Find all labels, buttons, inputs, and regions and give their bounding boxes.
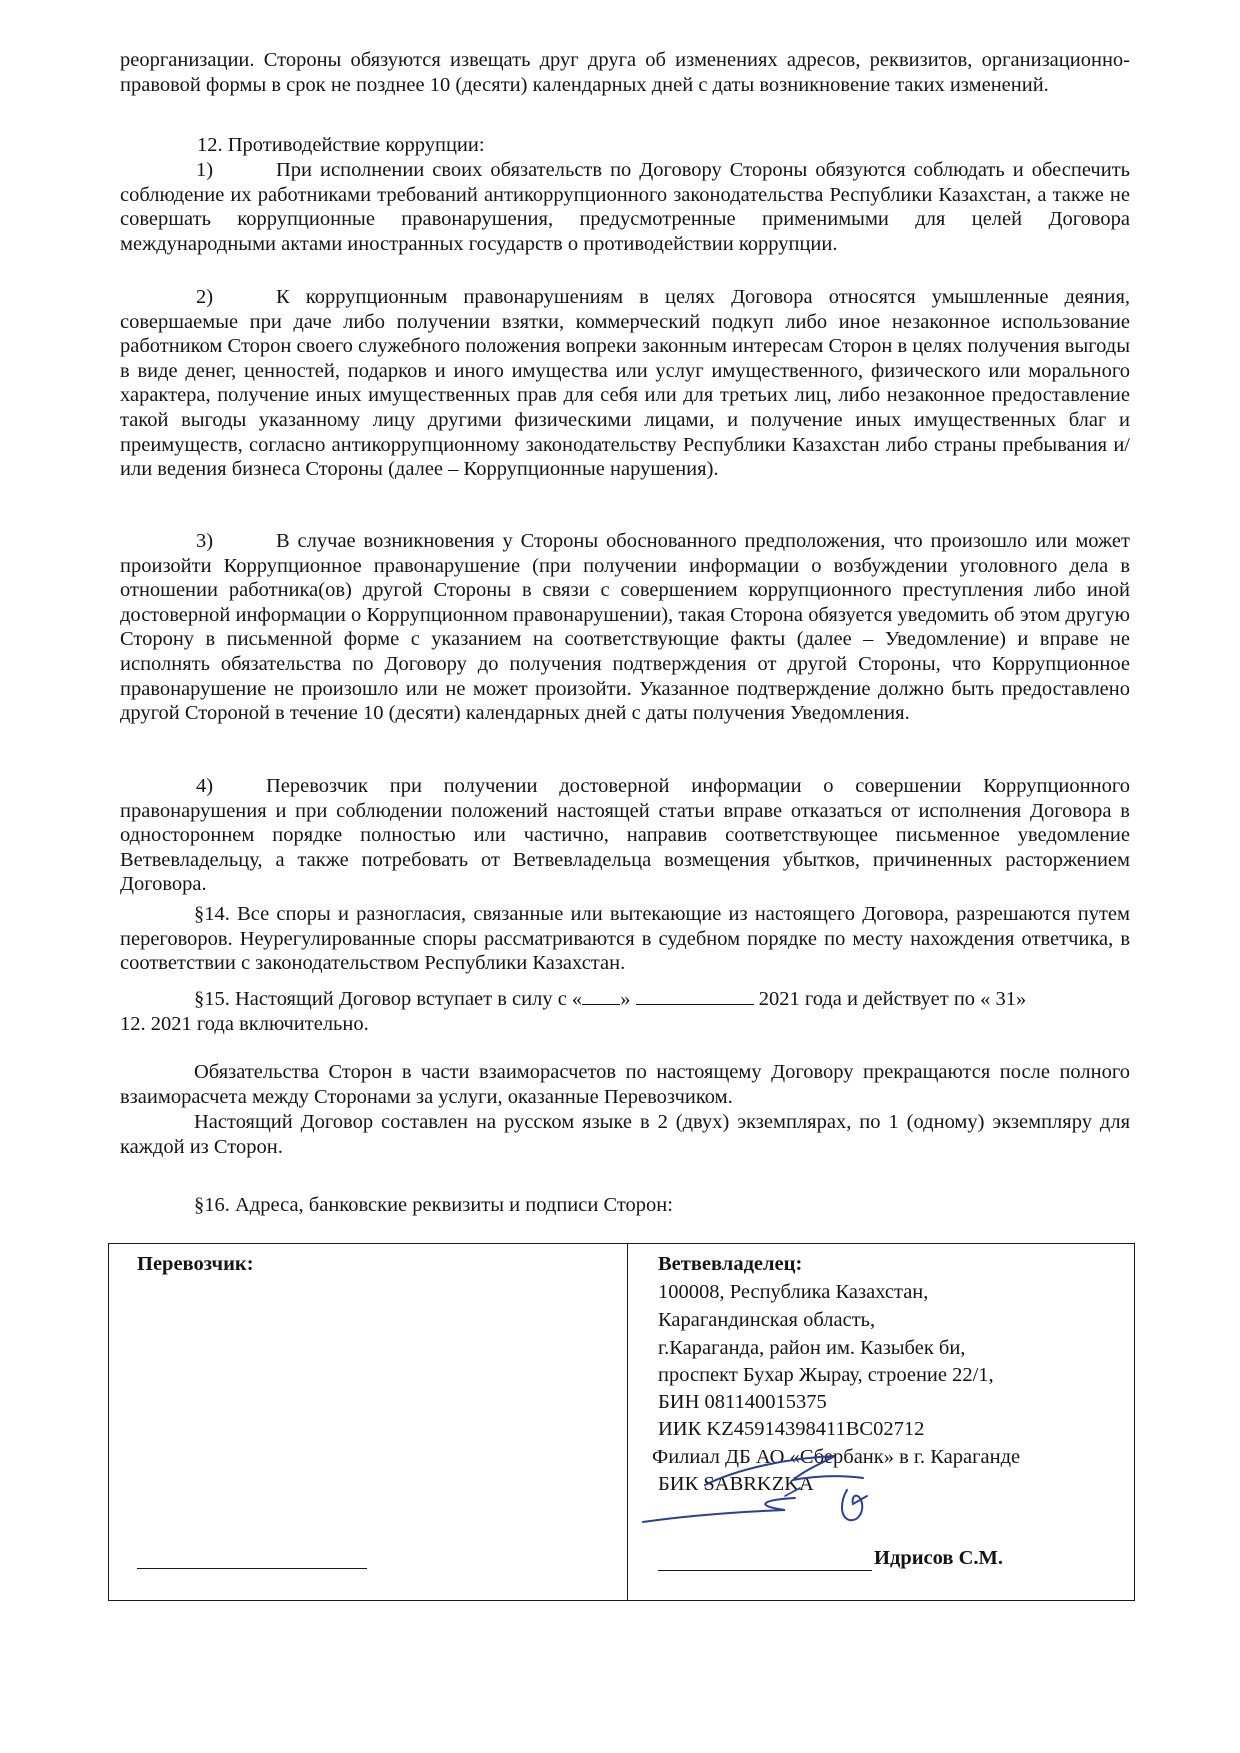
handwritten-signature	[635, 1430, 895, 1540]
clause-3	[120, 529, 1130, 726]
branch-owner-title: Ветвевладелец:	[658, 1253, 803, 1275]
section-15-start: §15. Настоящий Договор вступает в силу с «	[194, 988, 583, 1010]
requisite-line: 100008, Республика Казахстан,	[658, 1281, 929, 1303]
requisite-line: БИН 081140015375	[658, 1391, 827, 1413]
clause-4-text: Перевозчик при получении достоверной информации о совершении Коррупционного правонарушения и при соблюдении положений настоящей статьи вправе отказаться от исполнения Договора в одностороннем порядке полностью или частично, направив соответствующее письменное уведомление Ветвевладельцу, а также потребовать от Ветвевладельца возмещения убытков, причиненных расторжением Договора.	[120, 775, 1130, 896]
paragraph-continuation: реорганизации. Стороны обязуются извещать друг друга об изменениях адресов, реквизитов, организационно-правовой формы в срок не позднее 10 (десяти) календарных дней с даты возникновение таких изменений.	[120, 49, 1130, 96]
clause-3-text: В случае возникновения у Стороны обоснованного предположения, что произошло или может произойти Коррупционное правонарушение (при получении информации о возбуждении уголовного дела в отношении работника(ов) другой Стороны в связи с совершением коррупционного преступления либо иной достоверной информации о Коррупционном правонарушении), такая Сторона обязуется уведомить об этом другую Сторону в письменной форме с указанием на соответствующие факты (далее – Уведомление) и вправе не исполнять обязательства по Договору до получения подтверждения от другой Стороны, что Коррупционное правонарушение не произошло или не может произойти. Указанное подтверждение должно быть предоставлено другой Стороной в течение 10 (десяти) календарных дней с даты получения Уведомления.	[120, 530, 1130, 725]
requisite-line: проспект Бухар Жырау, строение 22/1,	[658, 1364, 994, 1386]
section-15-quote: »	[620, 988, 631, 1010]
carrier-signature-line	[137, 1568, 367, 1569]
clause-3-number: 3)	[196, 530, 214, 552]
section-15-end: 2021 года и действует по « 31»	[758, 988, 1027, 1010]
clause-4	[120, 774, 1130, 897]
requisite-line: Филиал ДБ АО «Сбербанк» в г. Караганде	[652, 1446, 1021, 1468]
section-15	[120, 986, 1130, 1036]
clause-1	[120, 158, 1130, 256]
requisite-line: БИК SABRKZKA	[658, 1473, 814, 1495]
requisite-line: Карагандинская область,	[658, 1309, 876, 1331]
section-14: §14. Все споры и разногласия, связанные или вытекающие из настоящего Договора, разрешаются путем переговоров. Неурегулированные споры рассматриваются в судебном порядке по месту нахождения ответчика, в соответствии с законодательством Республики Казахстан.	[120, 903, 1130, 975]
branch-owner-signer-name: Идрисов С.М.	[874, 1547, 1003, 1569]
month-blank	[636, 986, 754, 1005]
copies-paragraph: Настоящий Договор составлен на русском языке в 2 (двух) экземплярах, по 1 (одному) экземпляру для каждой из Сторон.	[120, 1111, 1130, 1158]
day-blank	[582, 986, 620, 1005]
clause-2	[120, 285, 1130, 482]
settlement-paragraph: Обязательства Сторон в части взаиморасчетов по настоящему Договору прекращаются после полного взаиморасчета между Сторонами за услуги, оказанные Перевозчиком.	[120, 1061, 1130, 1108]
clause-1-number: 1)	[196, 159, 214, 181]
requisite-line: г.Караганда, район им. Казыбек би,	[658, 1337, 966, 1359]
table-divider	[627, 1243, 628, 1601]
clause-2-number: 2)	[196, 286, 214, 308]
clause-2-text: К коррупционным правонарушениям в целях Договора относятся умышленные деяния, совершаемые при даче либо получении взятки, коммерческий подкуп либо иное незаконное использование работником Сторон своего служебного положения вопреки законным интересам Сторон в целях получения выгоды в виде денег, ценностей, подарков и иного имущества или услуг имущественного, физического или морального характера, получение иных имущественных прав для себя или для третьих лиц, либо незаконное предоставление такой выгоды указанному лицу другими физическими лицами, и получение иных имущественных благ и преимуществ, согласно антикоррупционному законодательству Республики Казахстан либо страны пребывания и/или ведения бизнеса Стороны (далее – Коррупционные нарушения).	[120, 286, 1130, 481]
branch-owner-signature-line	[658, 1570, 872, 1571]
section-15-continuation: 12. 2021 года включительно.	[120, 1012, 369, 1035]
clause-1-text: При исполнении своих обязательств по Договору Стороны обязуются соблюдать и обеспечить соблюдение их работниками требований антикоррупционного законодательства Республики Казахстан, а также не совершать коррупционные правонарушения, предусмотренные применимыми для целей Договора международными актами иностранных государств о противодействии коррупции.	[120, 159, 1130, 255]
carrier-title: Перевозчик:	[137, 1253, 254, 1275]
section-12-heading: 12. Противодействие коррупции:	[197, 134, 485, 156]
requisite-line: ИИК KZ45914398411BC02712	[658, 1418, 925, 1440]
clause-4-number: 4)	[196, 775, 214, 797]
section-16-heading: §16. Адреса, банковские реквизиты и подписи Сторон:	[194, 1194, 673, 1216]
